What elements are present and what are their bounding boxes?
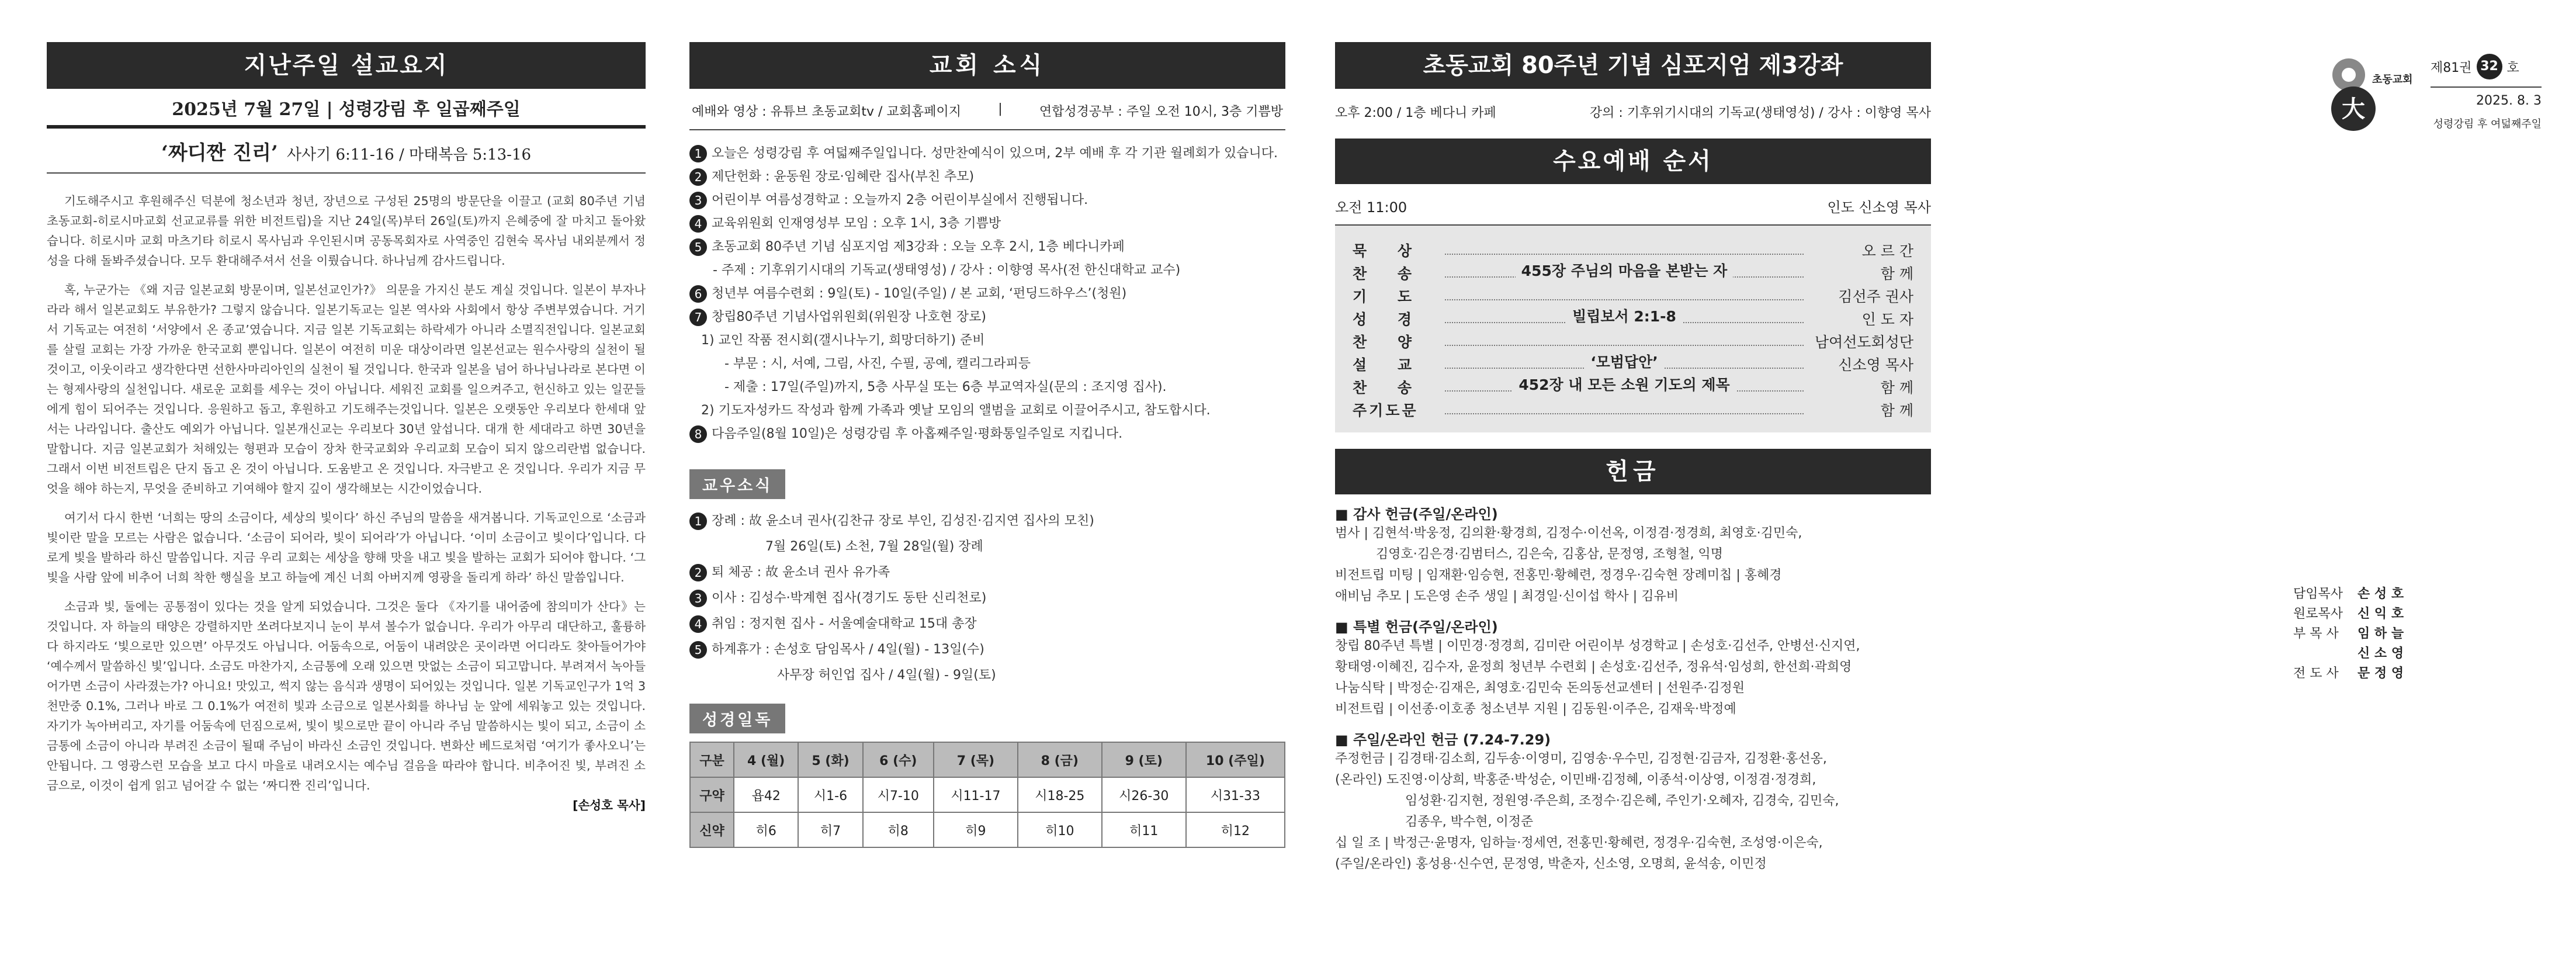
order-leader (1445, 405, 1804, 414)
table-cell: 히12 (1186, 812, 1285, 847)
sermon-paragraph: 여기서 다시 한번 ‘너희는 땅의 소금이다, 세상의 빛이다’ 하신 주님의 말씀을 새겨봅니다. 기독교인으로 ‘소금과 빛이란 말을 모르는 사람은 없습니다. ‘소금이 되어라, 빛이 되어라’가 아닙니다. ‘이미 소금이고 빛이다’입니다. 다로게 빛을 발하라 하신 말씀입니다. 지금 우리 교회는 세상을 향해 맛을 내고 빛을 발하는 교회가 되어야 합니다. ‘그 빛을 사람 앞에 비추어 너희 착한 행실을 보고 하늘에 계신 너희 아버지께 영광을 돌리게 하라’ 하신 말씀입니다. (47, 511, 646, 584)
news-item-text: - 주제 : 기후위기시대의 기독교(생태영성) / 강사 : 이향영 목사(전 한신대학교 교수) (713, 263, 1181, 278)
news-item-text: 창립80주년 기념사업위원회(위원장 나호현 장로) (712, 310, 986, 324)
news-item-text: 청년부 여름수련회 : 9일(토) - 10일(주일) / 본 교회, ‘펀딩드하우스’(청원) (712, 286, 1127, 301)
news-column (689, 0, 1285, 966)
table-header-cell: 4 (월) (734, 742, 798, 777)
sermon-paragraph: 기도해주시고 후원해주신 덕분에 청소년과 청년, 장년으로 구성된 25명의 방문단을 이끌고 (교회 80주년 기념 초동교회-히로시마교회 선교교류를 위한 비전트립)을 지난 24일(목)부터 26일(토)까지 은혜중에 잘 마치고 돌아왔습니다. 히로시마 교회 마츠기타 히로시 목사님과 우인된시며 공동목회자로 사역중인 김현숙 목사님 내외분께서 정성을 다해 돌봐주셨습니다. 모두 환대해주셔서 선을 이뤘습니다. 하나님께 감사드립니다. (47, 194, 646, 268)
order-row (1353, 307, 1913, 330)
staff-name: 임 하 늘 (2357, 626, 2404, 641)
offering-line: (온라인) 도진영·이상희, 박홍준·박성순, 이민배·김정혜, 이종석·이상영, 이정겸·정경희, (1335, 773, 1816, 787)
offering-line: (주일/온라인) 홍성용·신수연, 문정영, 박춘자, 신소영, 오명희, 윤석송, 이민정 (1335, 857, 1767, 871)
table-cell: 시7-10 (863, 777, 934, 812)
sermon-date-line: 2025년 7월 27일 | 성령강림 후 일곱째주일 (172, 99, 521, 120)
news-item-detail (689, 399, 1285, 423)
bullet-number: 5 (689, 641, 707, 659)
offering-line: 김종우, 박수현, 이정준 (1405, 815, 1534, 829)
table-cell: 히8 (863, 812, 934, 847)
symposium-info-right: 강의 : 기후위기시대의 기독교(생태영성) / 강사 : 이향영 목사 (1589, 106, 1931, 120)
volume: 제81권 (2431, 60, 2472, 75)
table-header-cell: 6 (수) (863, 742, 934, 777)
member-news-text: 사무장 허인업 집사 / 4일(월) - 9일(토) (777, 668, 996, 683)
bullet-number: 5 (689, 238, 707, 256)
sermon-column (47, 0, 646, 966)
news-info-line (689, 102, 1285, 120)
symposium-info (1335, 103, 1931, 121)
order-label: 묵 상 (1353, 242, 1425, 259)
staff-list (2293, 584, 2457, 684)
table-cell: 히7 (798, 812, 862, 847)
sermon-title-line (47, 137, 646, 165)
news-item-text: 제단헌화 : 윤동원 장로·임혜란 집사(부친 추모) (712, 169, 975, 184)
staff-name: 신 익 호 (2357, 607, 2404, 621)
order-leader (1445, 353, 1804, 371)
staff-name: 문 정 영 (2357, 666, 2404, 681)
offering-line: 비전트립 | 이선종·이호종 청소년부 지원 | 김동원·이주은, 김재욱·박정예 (1335, 702, 1736, 716)
offering-line: 애비님 추모 | 도은영 손주 생일 | 최경일·신이섭 학사 | 김유비 (1335, 589, 1679, 604)
bullet-number: 3 (689, 192, 707, 209)
bulletin-volume-line (2431, 54, 2542, 79)
order-leader (1445, 337, 1804, 346)
staff-name: 신 소 영 (2357, 646, 2404, 661)
table-header-cell: 9 (토) (1102, 742, 1186, 777)
news-item-text: 초동교회 80주년 기념 심포지엄 제3강좌 : 오늘 오후 2시, 1층 베다니카페 (712, 240, 1125, 254)
news-item (689, 306, 1285, 329)
worship-column (1335, 0, 1931, 966)
staff-name: 손 성 호 (2357, 587, 2404, 601)
table-cell: 시31-33 (1186, 777, 1285, 812)
table-cell: 히10 (1018, 812, 1102, 847)
table-cell: 신약 (690, 812, 734, 847)
member-news-item (689, 508, 1285, 534)
table-header-cell: 5 (화) (798, 742, 862, 777)
issue-badge: 32 (2477, 54, 2502, 79)
news-item-text: - 부문 : 시, 서예, 그림, 사진, 수필, 공예, 캘리그라피등 (724, 356, 1031, 371)
order-person: 함 께 (1880, 379, 1913, 396)
offering-line: 황태영·이혜진, 김수자, 윤정희 청년부 수련회 | 손성호·김선주, 정유석·임성희, 한선희·곽희영 (1335, 660, 1852, 674)
order-detail (1618, 237, 1630, 254)
news-item-text: 오늘은 성령강림 후 여덟째주일입니다. 성만찬예식이 있으며, 2부 예배 후 각 기관 월례회가 있습니다. (712, 146, 1278, 161)
church-logo (2325, 51, 2413, 133)
news-item-text: 1) 교인 작품 전시회(갤시나누기, 희망더하기) 준비 (701, 333, 985, 348)
staff-role: 전 도 사 (2293, 666, 2339, 681)
order-person: 오 르 간 (1861, 242, 1913, 259)
table-header-row (690, 742, 1285, 777)
bullet-number: 3 (689, 590, 707, 607)
order-person: 함 께 (1880, 265, 1913, 282)
news-info-left: 예배와 영상 : 유튜브 초동교회tv / 교회홈페이지 (692, 105, 961, 119)
news-item (689, 423, 1285, 446)
order-detail: 452장 내 모든 소원 기도의 제목 (1513, 376, 1735, 393)
order-person: 함 께 (1880, 401, 1913, 419)
worship-lead: 인도 신소영 목사 (1827, 199, 1931, 216)
order-person: 신소영 목사 (1838, 356, 1913, 373)
news-list (689, 142, 1285, 446)
sermon-paragraph: 혹, 누군가는 《왜 지금 일본교회 방문이며, 일본선교인가?》 의문을 가지신 분도 계실 것입니다. 일본이 부자나라라 해서 일본교회도 부유한가? 그렇지 않습니다. 일본기독교는 일본 역사와 사회에서 항상 주변부였습니다. 거기서 기독교는 여전히 ‘서양에서 온 종교’였습니다. 지금 일본 기독교회는 하락세가 아니라 소멸직전입니다. 일본교회를 살릴 교회는 가장 가까운 한국교회 뿐입니다. 일본이 여전히 미운 대상이라면 일본선교는 원수사랑의 실천이 될 것이고, 이웃이라고 생각한다면 선한사마리아인의 실천이 될 것입니다. 한국과 일본을 넘어 하나님나라로 본다면 이는 형제사랑의 실천입니다. 새로운 교회를 세우는 것이 아닙니다. 세워진 교회를 일으켜주고, 헌신하고 있는 일꾼들에게 힘이 되어주는 것입니다. 응원하고 돕고, 후원하고 기도해주는것입니다. 일본은 오랫동안 우리보다 한세대 앞서는 나라입니다. 출산도 예외가 아닙니다. 일본개신교는 우리보다 30년 앞섭니다. 대개 한 세대라고 하면 30년을 말합니다. 지금 일본교회가 처해있는 형편과 모습이 장차 한국교회와 우리교회 모습이 되지 않으리란법 없습니다. 그래서 이번 비전트립은 단지 돕고 온 것이 아닙니다. 도움받고 온 것입니다. 자극받고 온 것입니다. 우리가 지금 무엇을 해야 하는지, 무엇을 준비하고 기여해야 할지 깊이 생각해보는 시간이었습니다. (47, 283, 646, 496)
table-cell: 히11 (1102, 812, 1186, 847)
order-row (1353, 398, 1913, 421)
bullet-number: 4 (689, 215, 707, 233)
news-item (689, 142, 1285, 165)
order-leader (1445, 291, 1804, 300)
offering-header: 헌금 (1335, 449, 1931, 494)
offering-line: 임성환·김지현, 정원영·주은희, 조정수·김은혜, 주인기·오혜자, 김경숙, 김민숙, (1405, 794, 1839, 808)
news-info-right: 연합성경공부 : 주일 오전 10시, 3층 기쁨방 (1039, 105, 1283, 119)
order-row (1353, 375, 1913, 398)
bible-reading-section (689, 704, 1285, 848)
table-row (690, 812, 1285, 847)
sermon-author: [손성호 목사] (573, 798, 646, 812)
offering-line: 범사 | 김현석·박웅정, 김의환·황경희, 김정수·이선옥, 이정겸·정경희, 최영호·김민숙, (1335, 526, 1802, 541)
order-row (1353, 352, 1913, 375)
order-person: 남여선도회성단 (1814, 333, 1913, 351)
bullet-number: 1 (689, 513, 707, 530)
order-row (1353, 261, 1913, 284)
table-cell: 시11-17 (934, 777, 1018, 812)
member-news-text: 장례 : 故 윤소녀 권사(김찬규 장로 부인, 김성진·김지연 집사의 모친) (712, 514, 1094, 528)
news-item-text: 2) 기도자성카드 작성과 함께 가족과 옛날 모임의 앨범을 교회로 이끌어주시고, 참도합시다. (701, 403, 1211, 418)
offering-line: 김영호·김은경·김범터스, 김은숙, 김홍삼, 문정영, 조형철, 익명 (1376, 547, 1723, 562)
member-news-item (689, 637, 1285, 663)
divider (2431, 86, 2542, 88)
offering-section (1335, 503, 1931, 607)
news-item (689, 189, 1285, 212)
order-person: 김선주 권사 (1838, 288, 1913, 305)
sermon-title: ‘짜디짠 진리’ (161, 141, 278, 165)
order-row (1353, 238, 1913, 261)
order-label: 주기도문 (1353, 401, 1419, 419)
sermon-scripture: 사사기 6:11-16 / 마태복음 5:13-16 (286, 146, 531, 164)
news-header: 교회 소식 (689, 42, 1285, 89)
table-header-cell: 구분 (690, 742, 734, 777)
member-news-text: 이사 : 김성수·박계현 집사(경기도 동탄 신리천로) (712, 591, 987, 605)
offering-section (1335, 615, 1931, 720)
order-leader (1445, 376, 1804, 393)
sermon-paragraph: 소금과 빛, 둘에는 공통점이 있다는 것을 알게 되었습니다. 그것은 둘다 《자기를 내어줌에 참의미가 산다》는 것입니다. 자 하늘의 태양은 강렬하지만 쏘려다보지니 눈이 부셔 볼수가 없습니다. 우리가 아무리 대단하고, 훌륭하다 하지라도 ‘빛으로만 있으면’ 아무것도 아닙니다. 어둠속으로, 어둠이 내려앉은 곳이라면 어디라도 찾아들어가야 ‘예수께서 말씀하신 빛’입니다. 소금도 마찬가지, 소금통에 오래 있으면 맛없는 소금이 되고맙니다. 부려져서 녹아들어가면 소금이 사라졌는가? 아니요! 맛있고, 썩지 않는 음식과 생명이 되어있는 것입니다. 일본 기독교인구가 1억 3천만중 0.1%, 그러나 바로 그 0.1%가 여전히 빛과 소금으로 일본사회를 하나님 눈 앞에 세워놓고 있는 것입니다. 자기가 녹아버리고, 자기를 어둠속에 던짐으로써, 빛이 빛으로만 끝이 아니라 주님 말씀하시는 빛이 되고, 소금이 소금통에 소금이 아니라 부려진 소금이 될때 주님이 바라신 소금인 것입니다. 변화산 베드로처럼 ‘여기가 좋사오니’는 안됩니다. 그 영광스런 모습을 보고 다시 마을로 내려오시는 예수님 걸음을 따라야 합니다. 비추어진 빛, 부려진 소금으로, 이것이 쉽게 읽고 넘어갈 수 없는 ‘짜디짠 진리’입니다. (47, 600, 646, 792)
bullet-number: 7 (689, 309, 707, 326)
staff-role: 원로목사 (2293, 607, 2343, 621)
news-item (689, 236, 1285, 259)
bulletin-sunday: 성령강림 후 여덟째주일 (2433, 118, 2542, 130)
table-cell: 욥42 (734, 777, 798, 812)
staff-role (2293, 644, 2357, 664)
member-news-text: 퇴 체공 : 故 윤소녀 권사 유가족 (712, 565, 890, 580)
staff-role: 담임목사 (2293, 587, 2343, 601)
order-label: 찬 송 (1353, 379, 1425, 396)
news-item-detail (689, 259, 1285, 282)
symposium-header: 초동교회 80주년 기념 심포지엄 제3강좌 (1335, 42, 1931, 89)
offering-line: 십 일 조 | 박정근·윤명자, 임하늘·정세연, 전홍민·황혜련, 정경우·김숙현, 조성영·이은숙, (1335, 836, 1823, 850)
member-news-item (689, 560, 1285, 586)
order-detail: 455장 주님의 마음을 본받는 자 (1516, 262, 1733, 279)
staff-row (2293, 624, 2457, 644)
bullet-number: 2 (689, 168, 707, 186)
table-cell: 히9 (934, 812, 1018, 847)
member-news-item (689, 586, 1285, 611)
church-logo-icon (2325, 51, 2401, 133)
offering-section (1335, 728, 1931, 875)
order-leader (1445, 307, 1804, 325)
worship-header: 수요예배 순서 (1335, 139, 1931, 184)
news-item-text: 어린이부 여름성경학교 : 오늘까지 2층 어린이부실에서 진행됩니다. (712, 193, 1088, 207)
offering-line: 나눔식탁 | 박정순·김재은, 최영호·김민숙 돈의동선교센터 | 선원주·김정원 (1335, 681, 1745, 695)
bullet-number: 2 (689, 564, 707, 581)
member-news-text: 하계휴가 : 손성호 담임목사 / 4일(월) - 13일(수) (712, 642, 984, 657)
table-cell: 시18-25 (1018, 777, 1102, 812)
member-news-section (689, 469, 1285, 688)
offering-section-title: ■ 특별 헌금(주일/온라인) (1335, 619, 1498, 635)
member-news-text: 취임 : 정지현 집사 - 서울예술대학교 15대 총장 (712, 617, 977, 631)
member-news-item (689, 611, 1285, 637)
table-header-cell: 7 (목) (934, 742, 1018, 777)
bullet-number: 6 (689, 285, 707, 303)
news-item-text: 다음주일(8월 10일)은 성령강림 후 아홉째주일·평화통일주일로 지킵니다. (712, 427, 1123, 441)
staff-row (2293, 664, 2457, 684)
table-cell: 히6 (734, 812, 798, 847)
sermon-header: 지난주일 설교요지 (47, 42, 646, 89)
order-label: 찬 양 (1353, 333, 1425, 351)
divider (47, 125, 646, 129)
symposium-info-left: 오후 2:00 / 1층 베다니 카페 (1335, 106, 1496, 120)
bulletin-date: 2025. 8. 3 (2476, 94, 2542, 108)
order-label: 기 도 (1353, 288, 1425, 305)
order-detail (1618, 282, 1630, 299)
bulletin-info-column (1981, 0, 2542, 966)
member-news-text: 7월 26일(토) 소천, 7월 28일(월) 장례 (765, 539, 983, 554)
order-leader (1445, 245, 1804, 255)
divider (47, 172, 646, 174)
news-item-detail (689, 329, 1285, 352)
staff-row (2293, 644, 2457, 664)
divider (689, 129, 1285, 130)
worship-order (1335, 226, 1931, 432)
news-item (689, 165, 1285, 189)
offering-section-title: ■ 감사 헌금(주일/온라인) (1335, 506, 1498, 522)
table-header-cell: 10 (주일) (1186, 742, 1285, 777)
order-person: 인 도 자 (1861, 310, 1913, 328)
news-info-separator: | (998, 102, 1003, 116)
staff-role: 부 목 사 (2293, 626, 2339, 641)
news-item (689, 282, 1285, 306)
order-detail: ‘모범답안’ (1585, 354, 1664, 371)
order-label: 성 경 (1353, 310, 1425, 328)
member-news-list (689, 508, 1285, 688)
order-detail: 빌립보서 2:1-8 (1566, 308, 1682, 325)
order-row (1353, 284, 1913, 307)
bullet-number: 1 (689, 145, 707, 162)
svg-text:大: 大 (2342, 96, 2365, 123)
news-item-detail (689, 352, 1285, 376)
member-news-item-detail (689, 534, 1285, 560)
table-cell: 구약 (690, 777, 734, 812)
table-cell: 시1-6 (798, 777, 862, 812)
member-news-header: 교우소식 (689, 469, 785, 499)
order-row (1353, 330, 1913, 352)
order-label: 찬 송 (1353, 265, 1425, 282)
order-detail (1618, 328, 1630, 345)
order-label: 설 교 (1353, 356, 1425, 373)
bible-reading-header: 성경일독 (689, 704, 785, 733)
order-detail (1618, 396, 1630, 413)
issue-suffix: 호 (2506, 60, 2519, 75)
worship-meta (1335, 196, 1931, 216)
sermon-body (47, 191, 646, 815)
news-item (689, 212, 1285, 236)
bible-reading-table (689, 742, 1285, 848)
staff-row (2293, 604, 2457, 624)
offering-line: 창립 80주년 특별 | 이민경·정경희, 김미란 어린이부 성경학교 | 손성호·김선주, 안병선·신지연, (1335, 639, 1860, 653)
table-header-cell: 8 (금) (1018, 742, 1102, 777)
order-leader (1445, 262, 1804, 279)
staff-row (2293, 584, 2457, 604)
offering-line: 비전트립 미팅 | 임재환·임승현, 전홍민·황혜련, 정경우·김숙현 장례미칩 | 홍혜경 (1335, 568, 1782, 583)
news-item-text: - 제출 : 17일(주일)까지, 5층 사무실 또는 6층 부교역자실(문의 : 조지영 집사). (724, 380, 1167, 394)
worship-time: 오전 11:00 (1335, 199, 1407, 216)
news-item-detail (689, 376, 1285, 399)
bullet-number: 4 (689, 615, 707, 633)
offering-section-title: ■ 주일/온라인 헌금 (7.24-7.29) (1335, 732, 1551, 748)
member-news-item-detail (689, 663, 1285, 688)
table-row (690, 777, 1285, 812)
news-item-text: 교육위원회 인재영성부 모임 : 오후 1시, 3층 기쁨방 (712, 216, 1001, 231)
offering-line: 주정헌금 | 김경태·김소희, 김두송·이영미, 김영송·우수민, 김정현·김금자, 김정환·홍선옹, (1335, 752, 1827, 766)
bullet-number: 8 (689, 425, 707, 443)
table-cell: 시26-30 (1102, 777, 1186, 812)
church-logo-text: 초동교회 (2372, 74, 2413, 86)
